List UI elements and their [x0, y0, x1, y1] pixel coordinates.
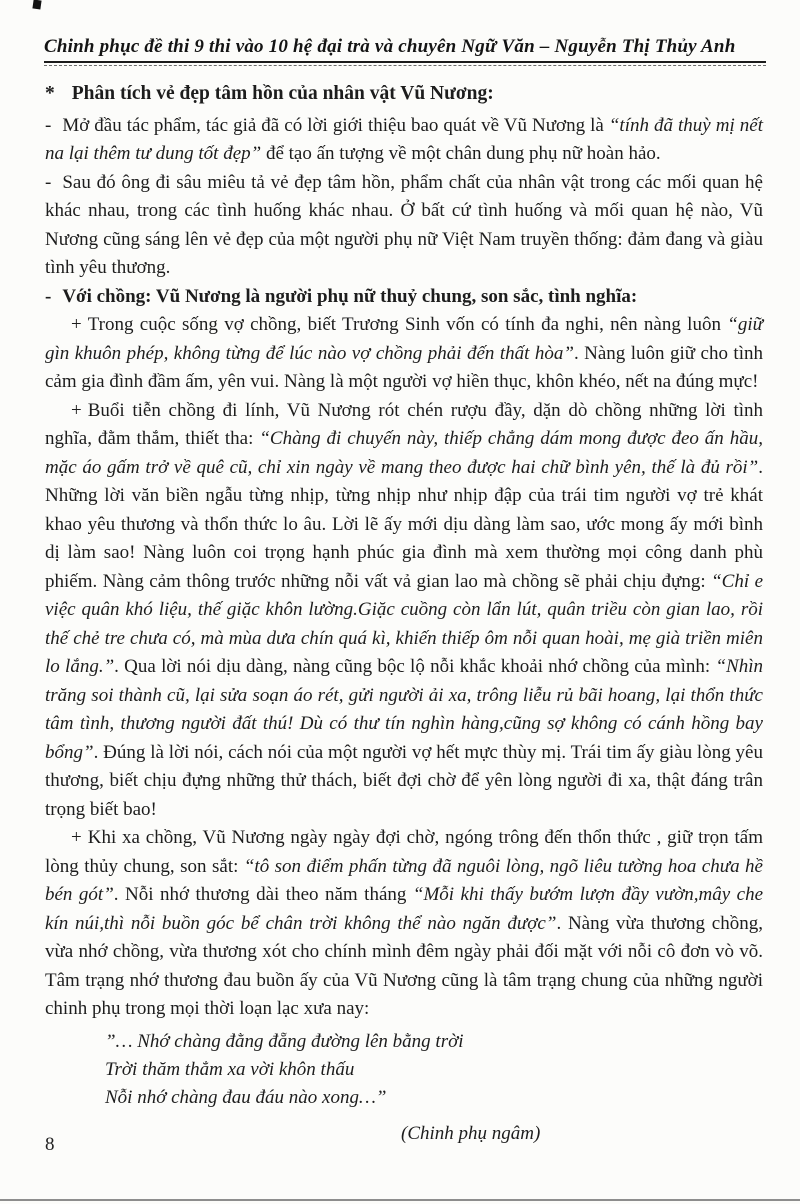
poem-line: ”… Nhớ chàng đằng đẵng đường lên bằng trời — [105, 1030, 464, 1052]
heading-text: Phân tích vẻ đẹp tâm hồn của nhân vật Vũ Nương: — [71, 83, 494, 104]
page-number: 8 — [45, 1134, 55, 1155]
scan-edge-line — [0, 1199, 800, 1201]
quoted-text-run: “tô son điểm phấn từng đã nguôi lòng, ngõ liêu tường hoa chưa hề bén gót” — [45, 855, 763, 905]
poem-quote — [105, 1028, 763, 1112]
quoted-text-run: “Mỗi khi thấy bướm lượn đầy vườn,mây che kín núi,thì nỗi buồn góc bể chân trời không thể nào ngăn được” — [45, 884, 763, 934]
quoted-text-run: “giữ gìn khuôn phép, không từng để lúc nào vợ chồng phải đến thất hòa” — [45, 314, 763, 364]
running-head-title: Chinh phục đề thi 9 thi vào 10 hệ đại trà và chuyên Ngữ Văn – Nguyễn Thị Thủy Anh — [44, 36, 736, 57]
list-marker: + — [71, 827, 82, 848]
text-run: Buổi tiễn chồng đi lính, Vũ Nương rót chén rượu đầy, dặn dò chồng những lời tình nghĩa, đằm thắm, thiết tha: — [45, 399, 763, 449]
text-run: . Những lời văn biền ngẫu từng nhịp, từng nhịp như nhịp đập của trái tim người vợ trẻ khát khao yêu thương và thổn thức lo âu. Lời lẽ ấy mới dịu dàng làm sao, ước mong ấy mới bình dị làm sao! Nàng luôn coi trọng hạnh phúc gia đình mà xem thường mọi công danh phù phiếm. Nàng cảm thông trước những nỗi vất vả gian lao mà chồng sẽ phải chịu đựng: — [45, 456, 763, 592]
subheading-text: Với chồng: Vũ Nương là người phụ nữ thuỷ chung, son sắc, tình nghĩa: — [62, 285, 638, 307]
list-marker: - — [45, 171, 52, 193]
list-marker: + — [71, 314, 82, 335]
paragraph — [45, 112, 763, 169]
page-header — [44, 36, 766, 66]
text-run: Sau đó ông đi sâu miêu tả vẻ đẹp tâm hồn, phẩm chất của nhân vật trong các mối quan hệ khác nhau, trong các tình huống khác nhau. Ở bất cứ tình huống và mối quan hệ nào, Vũ Nương cũng sáng lên vẻ đẹp của một người phụ nữ Việt Nam truyền thống: đảm đang và giàu tình yêu thương. — [45, 171, 763, 278]
bold-subheading-paragraph — [45, 283, 763, 312]
poem-line: Trời thăm thẳm xa vời khôn thấu — [105, 1058, 355, 1080]
heading-marker: * — [45, 83, 55, 104]
list-marker: + — [71, 399, 82, 421]
quoted-text-run: “Chàng đi chuyến này, thiếp chẳng dám mong được đeo ấn hầu, mặc áo gấm trở về quê cũ, chỉ xin ngày về mang theo được hai chữ bình yên, thế là đủ rồi” — [45, 428, 763, 478]
paragraph — [45, 169, 763, 283]
text-run: Khi xa chồng, Vũ Nương ngày ngày đợi chờ, ngóng trông đến thổn thức , giữ trọn tấm lòng thủy chung, son sắt: — [45, 827, 763, 877]
text-run: để tạo ấn tượng về một chân dung phụ nữ hoàn hảo. — [261, 143, 661, 164]
text-run: . Đúng là lời nói, cách nói của một người vợ hết mực thùy mị. Trái tim ấy giàu lòng yêu thương, biết chịu đựng những thử thách, biết đợi chờ để yên lòng người đi xa, thật đáng trân trọng biết bao! — [45, 741, 763, 820]
section-heading — [45, 80, 763, 109]
quoted-text-run: “Chỉ e việc quân khó liệu, thế giặc khôn lường.Giặc cuồng còn lẩn lút, quân triều còn gian lao, rồi thế chẻ tre chưa có, mà mùa dưa chín quá kì, khiến thiếp ôm nỗi quan hoài, mẹ già triền miên lo lắng.” — [45, 570, 764, 677]
quoted-text-run: “Nhìn trăng soi thành cũ, lại sửa soạn áo rét, gửi người ải xa, trông liễu rủ bãi hoang, lại thổn thức tâm tình, thương người đất thú! Dù có thư tín nghìn hàng,cũng sợ không có cánh hồng bay bổng” — [45, 656, 763, 763]
paragraph — [45, 397, 763, 825]
scan-artifact-mark — [32, 0, 41, 10]
header-rule-dashed — [44, 65, 766, 66]
quoted-text-run: “tính đã thuỳ mị nết na lại thêm tư dung tốt đẹp” — [45, 114, 763, 164]
text-run: Trong cuộc sống vợ chồng, biết Trương Sinh vốn có tính đa nghi, nên nàng luôn — [87, 314, 728, 335]
paragraph — [45, 311, 763, 397]
list-marker: - — [45, 114, 52, 136]
text-run: . Nàng vừa thương chồng, vừa nhớ chồng, vừa thương xót cho chính mình đêm ngày phải đối mặt với nỗi cô đơn vò võ. Tâm trạng nhớ thương đau buồn ấy của Vũ Nương cũng là tâm trạng chung của những người chinh phụ trong mọi thời loạn lạc xưa nay: — [45, 912, 763, 1019]
paragraph — [45, 824, 763, 1024]
text-run: . Qua lời nói dịu dàng, nàng cũng bộc lộ nỗi khắc khoải nhớ chồng của mình: — [114, 656, 716, 677]
poem-line: Nỗi nhớ chàng đau đáu nào xong…” — [105, 1086, 387, 1108]
poem-attribution: (Chinh phụ ngâm) — [401, 1122, 541, 1144]
text-run: Mở đầu tác phẩm, tác giả đã có lời giới thiệu bao quát về Vũ Nương là — [62, 114, 609, 136]
document-body — [45, 80, 763, 1148]
text-run: . Nỗi nhớ thương dài theo năm tháng — [113, 884, 413, 905]
list-marker: - — [45, 285, 52, 307]
text-run: . Nàng luôn giữ cho tình cảm gia đình đầm ấm, yên vui. Nàng là một người vợ hiền thục, khôn khéo, nết na đúng mực! — [45, 342, 763, 392]
header-rule — [44, 61, 766, 63]
